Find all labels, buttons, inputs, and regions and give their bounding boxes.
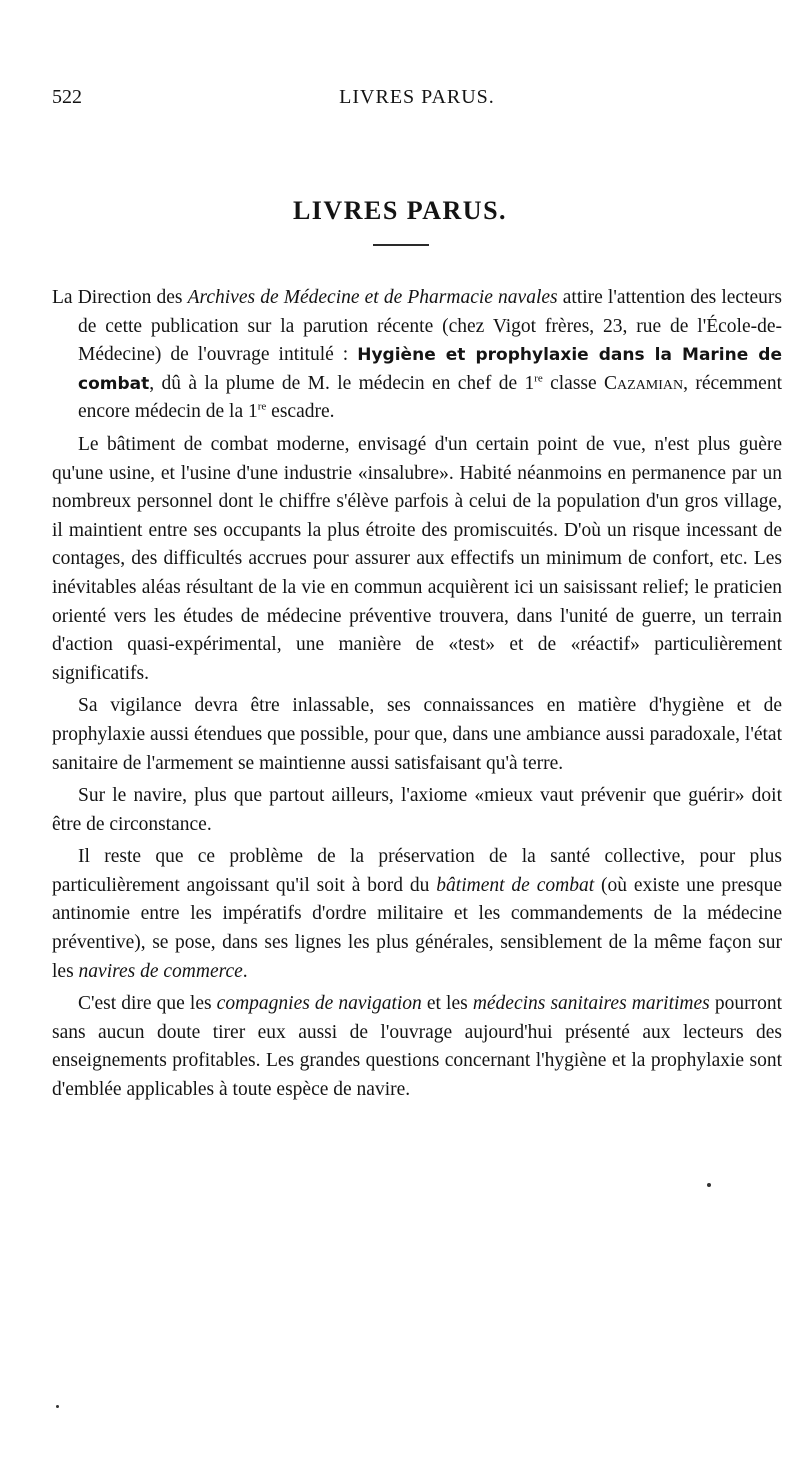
title-rule	[373, 244, 429, 246]
italic-navires-de-commerce: navires de commerce	[78, 960, 243, 982]
italic-medecins-sanitaires: médecins sanitaires maritimes	[472, 993, 710, 1015]
paragraph-6	[52, 990, 782, 1104]
superscript-re-2: re	[257, 400, 267, 413]
paragraph-1-lead: La Direction des	[52, 287, 188, 308]
paragraph-1-text-b: attire l'attention des lecteurs de cette publication sur la parution récente (chez Vigot frères, 23, rue de l'École-de-Médecine) de l'ouvrage intitulé :	[78, 287, 782, 366]
paragraph-4: Sur le navire, plus que partout ailleurs, l'axiome «mieux vaut prévenir que guérir» doit être de circonstance.	[52, 785, 782, 835]
paragraph-6-text-a: C'est dire que les	[78, 993, 217, 1015]
section-title: LIVRES PARUS.	[292, 196, 508, 225]
paragraph-6-text-c: pourront sans aucun doute tirer eux aussi de l'ouvrage aujourd'hui présenté aux lecteurs des enseignements profitables. Les grandes questions concernant l'hygiène et la prophylaxie sont d'emblée applicables à toute espèce de navire.	[52, 993, 782, 1101]
paragraph-2: Le bâtiment de combat moderne, envisagé d'un certain point de vue, n'est plus guère qu'une usine, et l'usine d'une industrie «insalubre». Habité néanmoins en permanence par un nombreux personnel dont le chiffre s'élève parfois à celui de la population d'un gros village, il maintient entre ses occupants la plus étroite des promiscuités. D'où un risque incessant de contages, des difficultés accrues pour assurer aux effectifs un minimum de confort, etc. Les inévitables aléas résultant de la vie en commun acquièrent ici un saisissant relief; le praticien orienté vers les études de médecine préventive trouvera, dans l'unité de guerre, un terrain d'action quasi-expérimental, une manière de «test» et de «réactif» particulièrement significatifs.	[52, 433, 782, 684]
running-title: LIVRES PARUS.	[339, 86, 495, 108]
paragraph-1-text-f: escadre.	[266, 401, 335, 423]
italic-compagnies-de-navigation: compagnies de navigation	[216, 993, 422, 1015]
running-header	[52, 86, 782, 114]
superscript-re-1: re	[534, 372, 543, 385]
book-title: Hygiène et prophylaxie dans la Marine de combat	[78, 345, 783, 394]
print-speck	[56, 1405, 59, 1408]
paragraph-3: Sa vigilance devra être inlassable, ses connaissances en matière d'hygiène et de prophylaxie aussi étendues que possible, pour que, dans une ambiance aussi paradoxale, l'état sanitaire de l'armement se maintienne aussi satisfaisant qu'à terre.	[52, 695, 782, 774]
paragraph-5-text-a: Il reste que ce problème de la préservation de la santé collective, pour plus particulièrement angoissant qu'il soit à bord du	[52, 846, 782, 896]
page-number: 522	[52, 86, 82, 108]
article-body	[52, 284, 782, 1109]
paragraph-6-text-b: et les	[421, 993, 473, 1015]
paragraph-5-text-b: (où existe une presque antinomie entre les impératifs d'ordre militaire et les commandements de la médecine préventive), se pose, dans ses lignes les plus générales, sensiblement de la même façon sur les	[52, 874, 782, 982]
author-name: Cazamian	[604, 372, 684, 394]
italic-batiment-de-combat: bâtiment de combat	[436, 874, 595, 896]
journal-name: Archives de Médecine et de Pharmacie navales	[187, 287, 558, 308]
paragraph-1	[52, 284, 782, 427]
paragraph-5-text-c: .	[242, 960, 248, 982]
paragraph-1-text-e: , récemment encore médecin de la 1	[78, 372, 783, 423]
print-speck	[707, 1183, 711, 1187]
paragraph-1-text-d: classe	[542, 372, 605, 394]
paragraph-1-text-c: , dû à la plume de M. le médecin en chef de 1	[149, 372, 535, 394]
paragraph-5	[52, 843, 782, 986]
